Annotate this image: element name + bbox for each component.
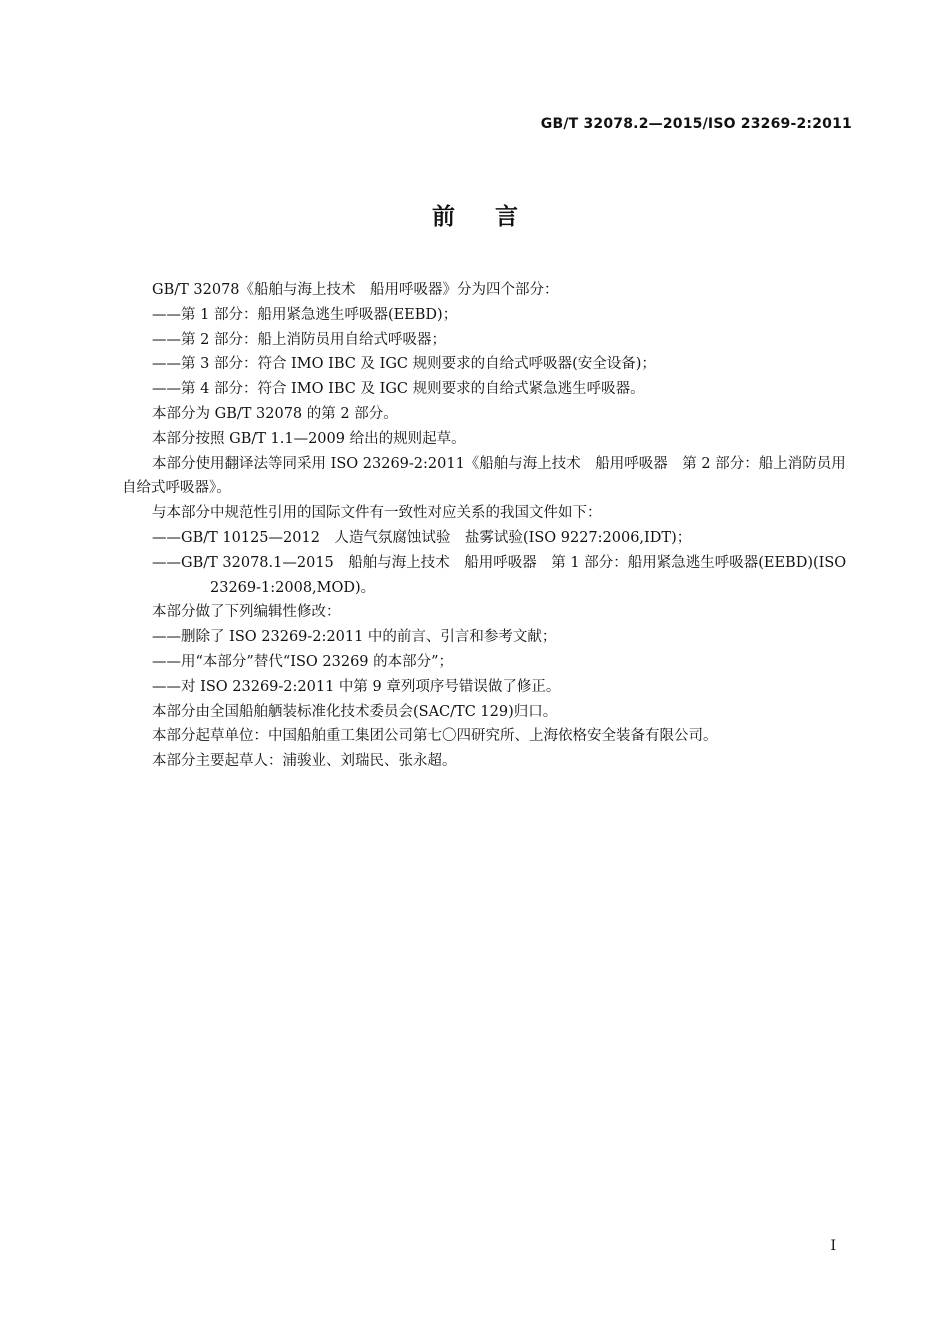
paragraph: 本部分由全国船舶舾装标准化技术委员会(SAC/TC 129)归口。 (152, 703, 558, 720)
list-item: ——删除了 ISO 23269-2:2011 中的前言、引言和参考文献； (152, 629, 557, 646)
page-number: I (830, 1238, 836, 1254)
paragraph: 本部分为 GB/T 32078 的第 2 部分。 (152, 405, 398, 422)
list-item: ——第 2 部分：船上消防员用自给式呼吸器； (152, 331, 446, 348)
list-item: ——第 1 部分：船用紧急逃生呼吸器(EEBD)； (152, 306, 458, 323)
list-item: ——第 3 部分：符合 IMO IBC 及 IGC 规则要求的自给式呼吸器(安全设备)； (152, 356, 656, 373)
paragraph: 本部分做了下列编辑性修改： (152, 604, 341, 621)
foreword-body (122, 278, 852, 774)
list-item: ——GB/T 32078.1—2015 船舶与海上技术 船用呼吸器 第 1 部分：船用紧急逃生呼吸器(EEBD)(ISO 23269-1:2008,MOD)。 (152, 554, 847, 596)
list-item: ——用“本部分”替代“ISO 23269 的本部分”； (152, 653, 454, 670)
standard-code-header: GB/T 32078.2—2015/ISO 23269-2:2011 (540, 116, 852, 132)
paragraph-adoption: 本部分使用翻译法等同采用 ISO 23269-2:2011《船舶与海上技术 船用呼吸器 第 2 部分：船上消防员用自给式呼吸器》。 (122, 455, 846, 497)
list-item: ——GB/T 10125—2012 人造气氛腐蚀试验 盐雾试验(ISO 9227:2006,IDT)； (152, 529, 692, 546)
list-item: ——第 4 部分：符合 IMO IBC 及 IGC 规则要求的自给式紧急逃生呼吸器。 (152, 381, 645, 398)
page-title: 前言 (432, 204, 558, 230)
paragraph: GB/T 32078《船舶与海上技术 船用呼吸器》分为四个部分： (152, 282, 559, 298)
paragraph: 本部分按照 GB/T 1.1—2009 给出的规则起草。 (152, 430, 466, 447)
paragraph: 本部分主要起草人：浦骏业、刘瑞民、张永超。 (152, 753, 457, 770)
paragraph: 本部分起草单位：中国船舶重工集团公司第七〇四研究所、上海依格安全装备有限公司。 (152, 728, 718, 745)
paragraph: 与本部分中规范性引用的国际文件有一致性对应关系的我国文件如下： (152, 505, 602, 522)
list-item: ——对 ISO 23269-2:2011 中第 9 章列项序号错误做了修正。 (152, 678, 561, 695)
